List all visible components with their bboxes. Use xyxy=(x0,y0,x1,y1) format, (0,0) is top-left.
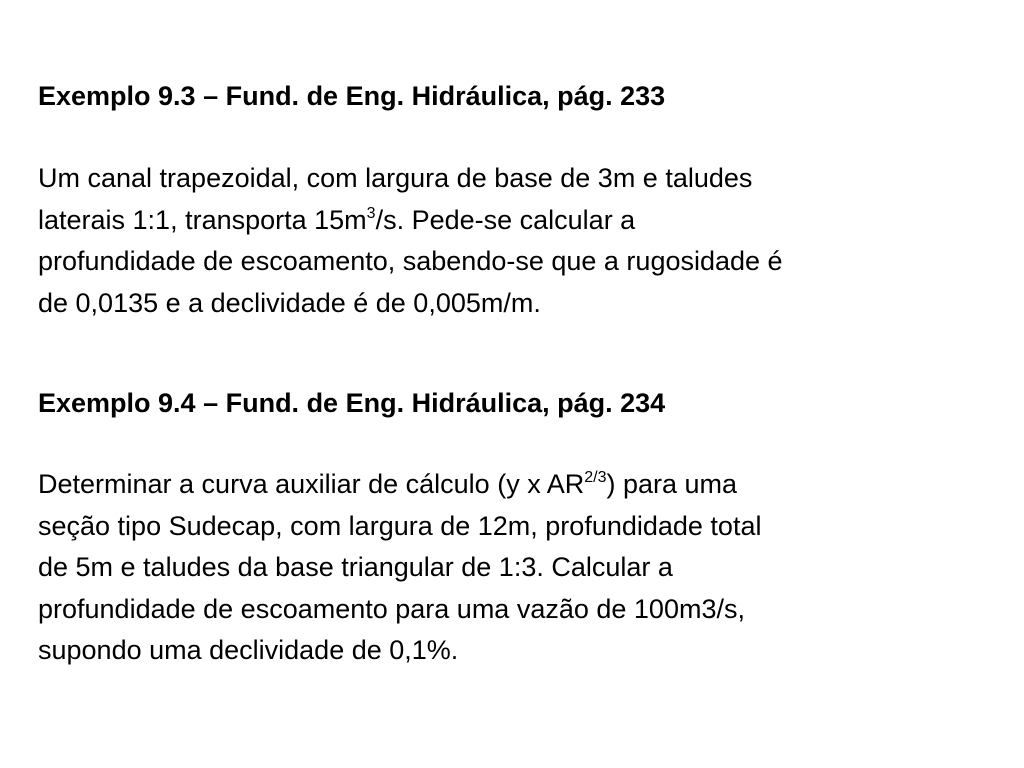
statement-text: laterais 1:1, transporta 15m xyxy=(38,204,367,235)
statement-text: ) para uma xyxy=(606,469,738,499)
example-9-3-heading: Exemplo 9.3 – Fund. de Eng. Hidráulica, pág. 233 xyxy=(38,81,666,111)
example-9-3-statement xyxy=(38,158,998,324)
example-9-4-text xyxy=(38,464,998,672)
statement-text: profundidade de escoamento para uma vazão de 100m3/s, xyxy=(38,593,745,624)
statement-line xyxy=(38,464,998,506)
statement-text: seção tipo Sudecap, com largura de 12m, profundidade total xyxy=(38,510,762,541)
statement-line xyxy=(38,630,998,672)
example-9-4-statement xyxy=(38,464,998,672)
example-9-3-text xyxy=(38,158,998,324)
statement-text: Determinar a curva auxiliar de cálculo (y x AR xyxy=(38,469,585,499)
example-9-4-section xyxy=(38,383,998,423)
example-9-4-heading: Exemplo 9.4 – Fund. de Eng. Hidráulica, pág. 234 xyxy=(38,388,666,418)
statement-text: Um canal trapezoidal, com largura de base de 3m e taludes xyxy=(38,163,753,193)
superscript-exponent: 2/3 xyxy=(584,469,607,486)
statement-text: /s. Pede-se calcular a xyxy=(375,204,636,235)
statement-line xyxy=(38,506,998,548)
statement-line xyxy=(38,547,998,589)
superscript-exponent: 3 xyxy=(366,204,376,222)
statement-text: de 0,0135 e a declividade é de 0,005m/m. xyxy=(38,287,541,318)
statement-line xyxy=(38,200,998,242)
statement-line xyxy=(38,158,998,200)
statement-line xyxy=(38,589,998,631)
example-9-3-section xyxy=(38,76,998,116)
statement-text: supondo uma declividade de 0,1%. xyxy=(38,635,459,665)
statement-text: profundidade de escoamento, sabendo-se que a rugosidade é xyxy=(38,246,783,276)
statement-line xyxy=(38,241,998,283)
statement-line xyxy=(38,283,998,325)
statement-text: de 5m e taludes da base triangular de 1:3. Calcular a xyxy=(38,552,673,582)
